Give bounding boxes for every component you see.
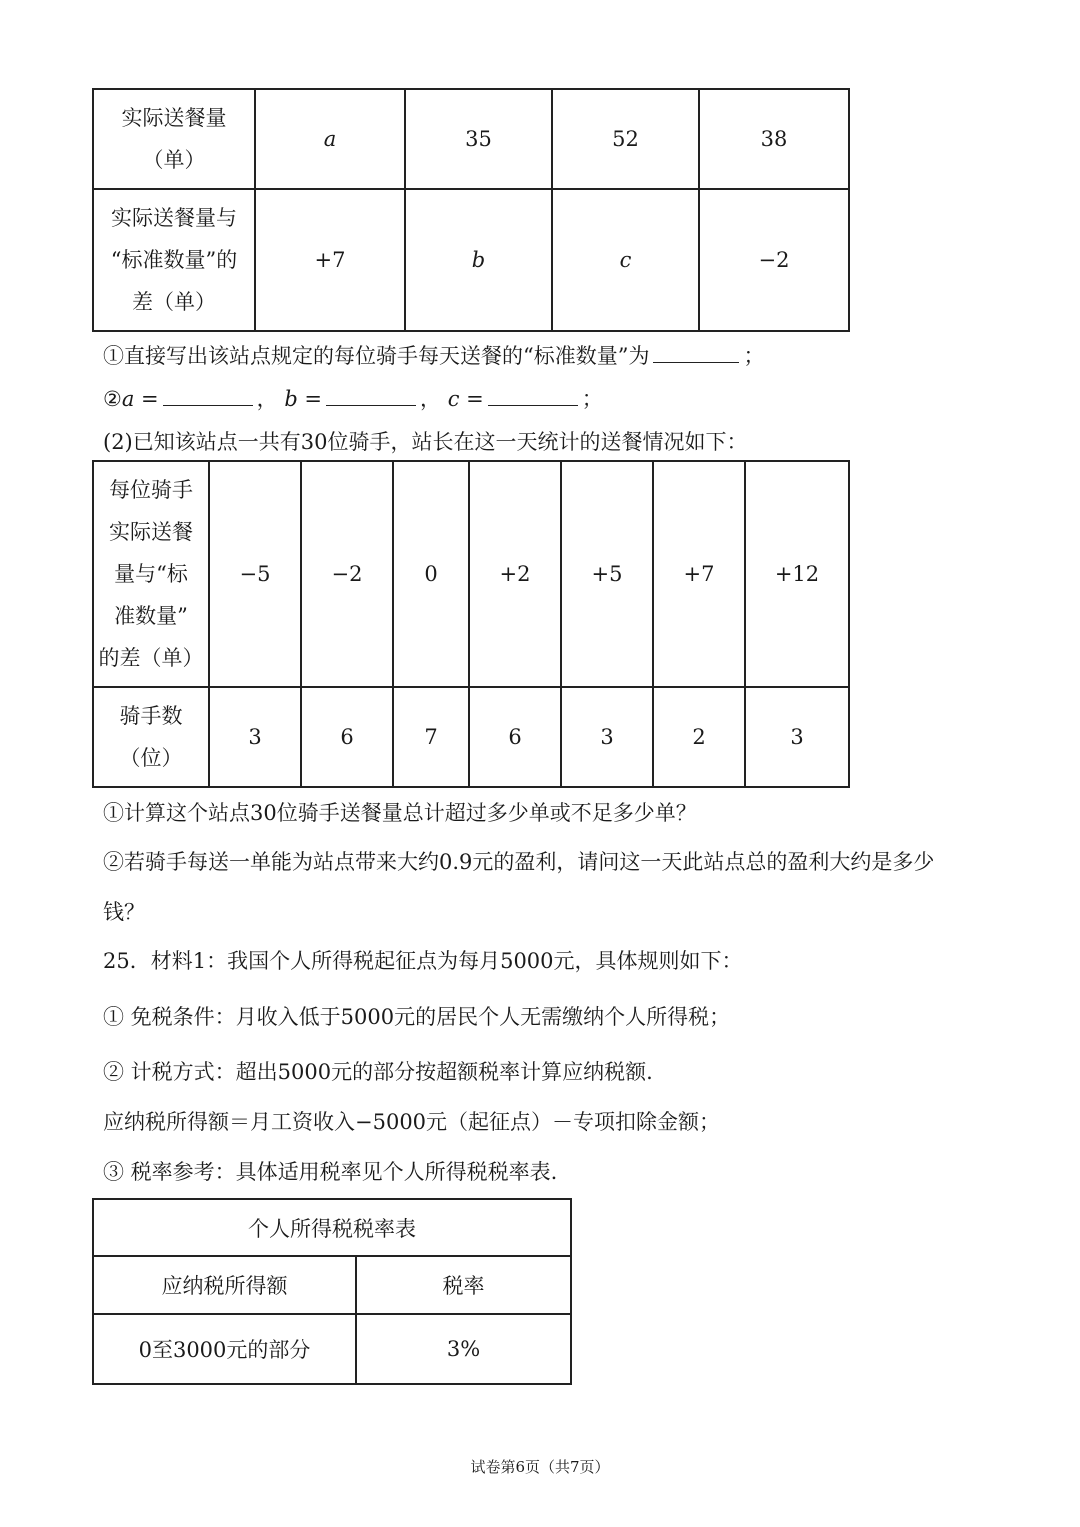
table-row bbox=[93, 89, 849, 189]
rule-2: ② 计税方式：超出5000元的部分按超额税率计算应纳税额. bbox=[103, 1060, 653, 1084]
table-cell: 3 bbox=[561, 687, 653, 787]
table-cell: +7 bbox=[255, 189, 405, 331]
column-header: 应纳税所得额 bbox=[93, 1256, 356, 1314]
question-2-intro: (2)已知该站点一共有30位骑手，站长在这一天统计的送餐情况如下： bbox=[103, 430, 748, 454]
table-row bbox=[93, 687, 849, 787]
table-cell: a bbox=[255, 89, 405, 189]
rule-1: ① 免税条件：月收入低于5000元的居民个人无需缴纳个人所得税； bbox=[103, 1005, 731, 1029]
rule-3: ③ 税率参考：具体适用税率见个人所得税税率表. bbox=[103, 1160, 558, 1184]
row-header: 实际送餐量与 “标准数量”的 差（单） bbox=[93, 189, 255, 331]
row-header: 骑手数 （位） bbox=[93, 687, 209, 787]
page-footer: 试卷第6页（共7页） bbox=[470, 1458, 610, 1476]
table-cell: 6 bbox=[469, 687, 561, 787]
column-header: 税率 bbox=[356, 1256, 571, 1314]
delivery-table bbox=[92, 88, 850, 332]
question-2-part-2: ②若骑手每送一单能为站点带来大约0.9元的盈利，请问这一天此站点总的盈利大约是多少 bbox=[103, 850, 935, 874]
table-cell: 0 bbox=[393, 461, 469, 687]
question-2-part-1: ①计算这个站点30位骑手送餐量总计超过多少单或不足多少单？ bbox=[103, 801, 697, 825]
table-cell: 0至3000元的部分 bbox=[93, 1314, 356, 1384]
table-cell: b bbox=[405, 189, 552, 331]
table-title: 个人所得税税率表 bbox=[93, 1199, 571, 1256]
question-2-part-2-cont: 钱？ bbox=[103, 900, 145, 924]
table-cell: c bbox=[552, 189, 699, 331]
answer-blank-b bbox=[326, 384, 416, 406]
table-header-row bbox=[93, 1256, 571, 1314]
question-1-line-2: ②a = ， b = ， c = ； bbox=[103, 383, 603, 413]
table-cell: 7 bbox=[393, 687, 469, 787]
table-title-row bbox=[93, 1199, 571, 1256]
table-cell: −2 bbox=[301, 461, 393, 687]
row-header: 实际送餐量 （单） bbox=[93, 89, 255, 189]
table-cell: −5 bbox=[209, 461, 301, 687]
table-cell: 2 bbox=[653, 687, 745, 787]
row-header: 每位骑手 实际送餐 量与“标 准数量” 的差（单） bbox=[93, 461, 209, 687]
answer-blank-a bbox=[163, 384, 253, 406]
table-cell: 6 bbox=[301, 687, 393, 787]
table-cell: +12 bbox=[745, 461, 849, 687]
table-row bbox=[93, 461, 849, 687]
table-row bbox=[93, 189, 849, 331]
table-row bbox=[93, 1314, 571, 1384]
var-b-label: b = bbox=[284, 387, 323, 411]
table-cell: +5 bbox=[561, 461, 653, 687]
answer-blank-c bbox=[488, 384, 578, 406]
question-1-line-1: ①直接写出该站点规定的每位骑手每天送餐的“标准数量”为 ； bbox=[103, 340, 764, 370]
table-cell: 35 bbox=[405, 89, 552, 189]
table-cell: +7 bbox=[653, 461, 745, 687]
table-cell: 38 bbox=[699, 89, 849, 189]
tax-rate-table bbox=[92, 1198, 572, 1385]
question-25-title: 25．材料1：我国个人所得税起征点为每月5000元，具体规则如下： bbox=[103, 949, 743, 973]
rider-table bbox=[92, 460, 850, 788]
var-c-label: c = bbox=[447, 387, 484, 411]
table-cell: 3 bbox=[209, 687, 301, 787]
table-cell: −2 bbox=[699, 189, 849, 331]
formula: 应纳税所得额＝月工资收入−5000元（起征点）－专项扣除金额； bbox=[103, 1110, 721, 1134]
table-cell: 52 bbox=[552, 89, 699, 189]
table-cell: 3% bbox=[356, 1314, 571, 1384]
table-cell: 3 bbox=[745, 687, 849, 787]
var-a-label: a = bbox=[121, 387, 159, 411]
table-cell: +2 bbox=[469, 461, 561, 687]
